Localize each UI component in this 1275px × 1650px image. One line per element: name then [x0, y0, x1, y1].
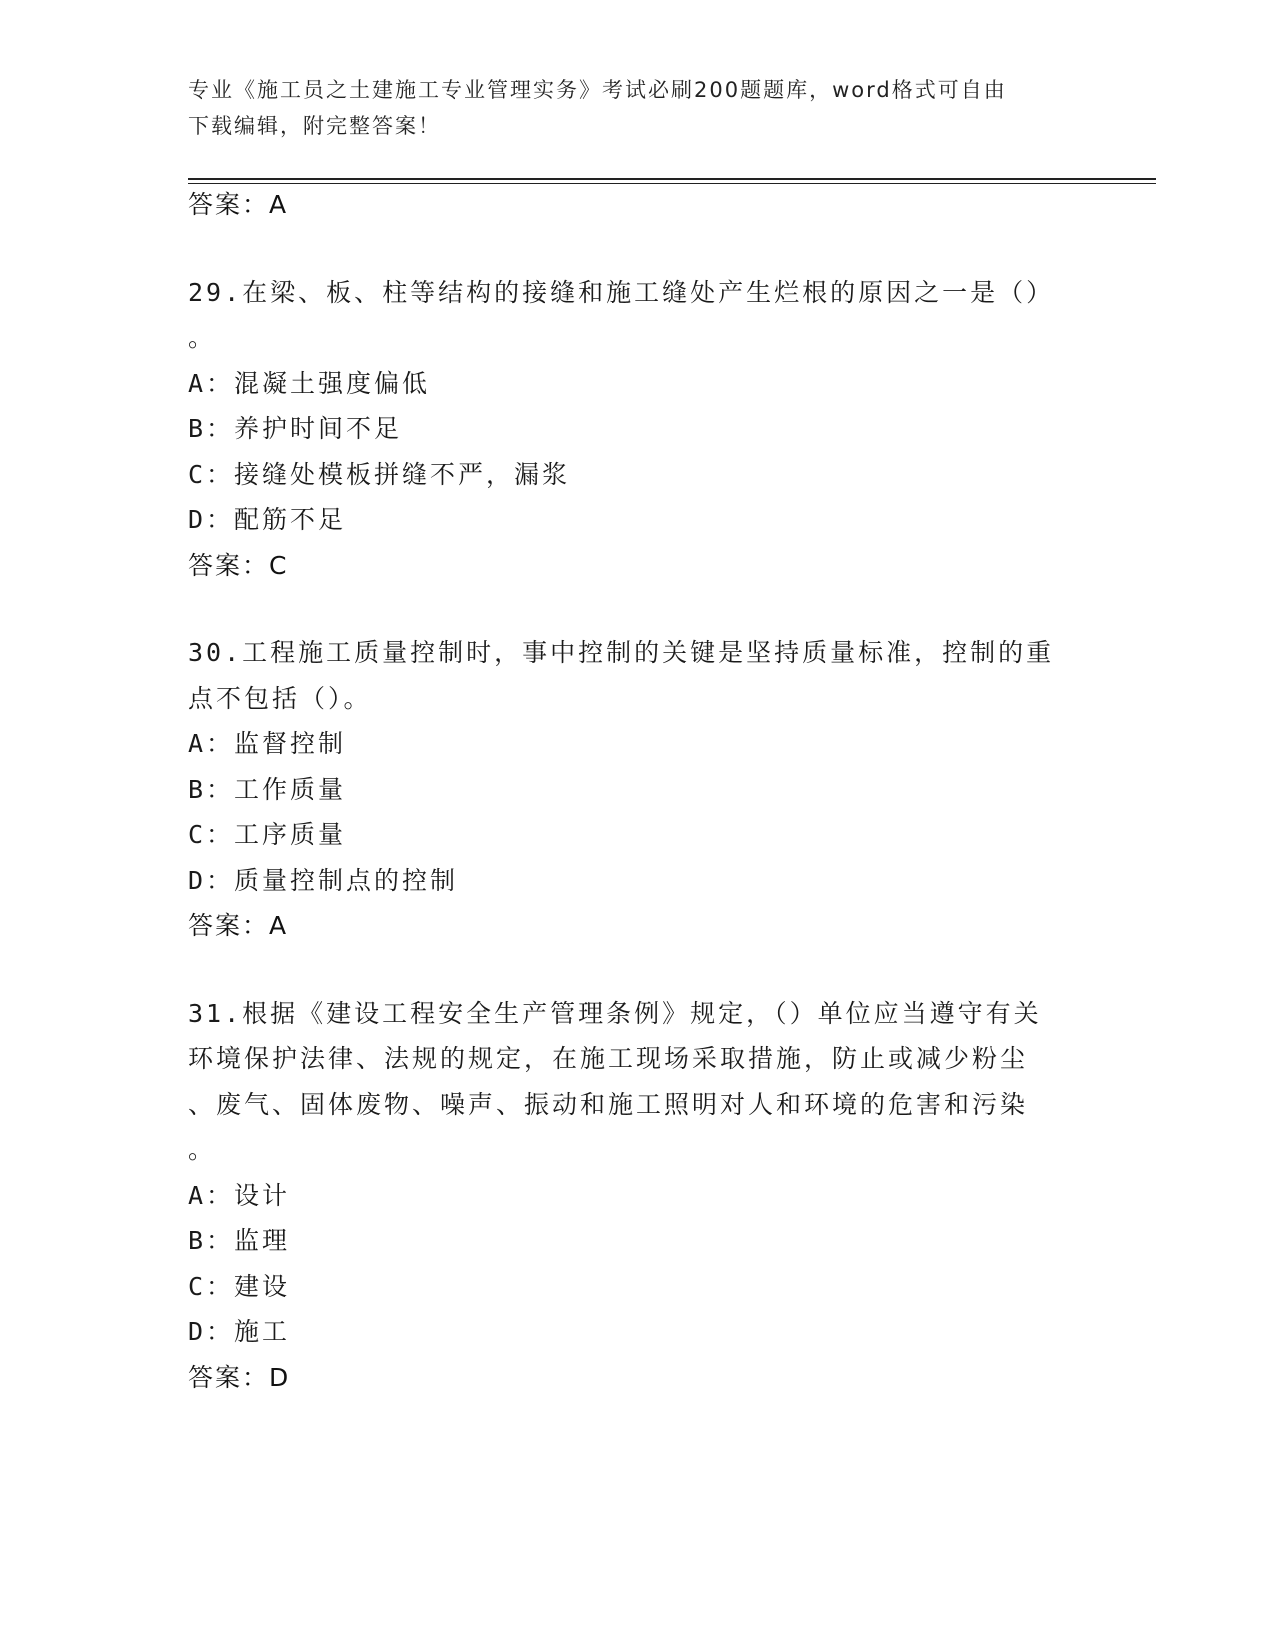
question-stem: 点不包括（）。	[188, 683, 372, 713]
question-stem: 31.根据《建设工程安全生产管理条例》规定，（）单位应当遵守有关	[188, 998, 1042, 1028]
option-d: D：施工	[188, 1317, 291, 1346]
question-31	[188, 991, 1088, 1401]
question-stem: 30.工程施工质量控制时，事中控制的关键是坚持质量标准，控制的重	[188, 638, 1055, 667]
question-stem: 29.在梁、板、柱等结构的接缝和施工缝处产生烂根的原因之一是（）	[188, 277, 1055, 307]
question-stem: 、废气、固体废物、噪声、振动和施工照明对人和环境的危害和污染	[188, 1089, 1029, 1119]
answer-line: 答案：C	[188, 550, 289, 580]
question-stem: 。	[188, 323, 217, 352]
document-header	[188, 72, 1088, 144]
header-line-2: 下载编辑，附完整答案！	[188, 114, 441, 138]
question-stem: 环境保护法律、法规的规定，在施工现场采取措施，防止或减少粉尘	[188, 1044, 1029, 1073]
question-stem: 。	[188, 1135, 217, 1164]
answer-line: 答案：A	[188, 911, 289, 940]
option-b: B：养护时间不足	[188, 414, 403, 443]
option-d: D：质量控制点的控制	[188, 865, 459, 895]
option-c: C：建设	[188, 1271, 291, 1301]
answer-line: 答案：D	[188, 1362, 291, 1392]
question-30	[188, 630, 1088, 949]
question-29	[188, 270, 1088, 589]
option-b: B：监理	[188, 1226, 291, 1255]
option-c: C：接缝处模板拼缝不严，漏浆	[188, 459, 571, 489]
option-c: C：工序质量	[188, 820, 347, 849]
option-a: A：监督控制	[188, 729, 347, 758]
answer-line: 答案：A	[188, 190, 289, 219]
option-b: B：工作质量	[188, 774, 347, 804]
header-line-1: 专业《施工员之土建施工专业管理实务》考试必刷200题题库，word格式可自由	[188, 78, 1007, 102]
option-a: A：设计	[188, 1180, 291, 1210]
option-d: D：配筋不足	[188, 505, 347, 534]
option-a: A：混凝土强度偏低	[188, 368, 431, 398]
content	[188, 182, 1088, 1400]
header-rule-thick	[188, 178, 1156, 180]
